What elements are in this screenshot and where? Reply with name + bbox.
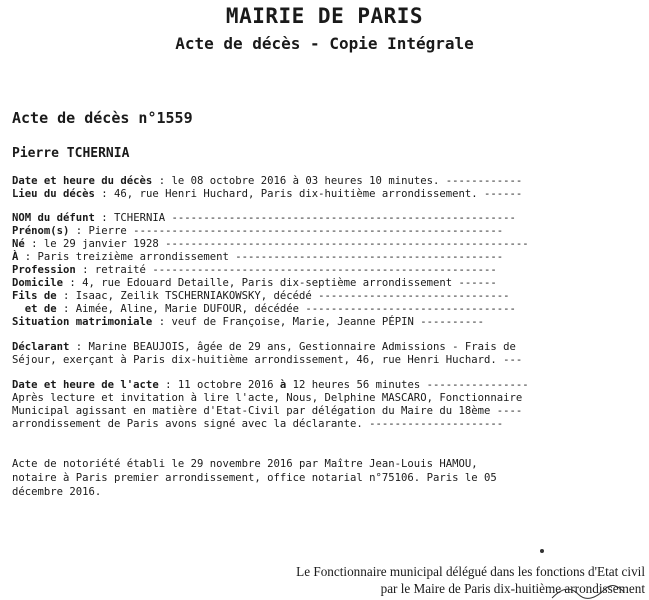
field-value: : Pierre ---------------------------------------------------------- — [69, 225, 504, 237]
handwritten-signature-icon — [548, 584, 628, 600]
field-label: Date et heure du décès — [12, 175, 153, 187]
acte-notoriete: Acte de notoriété établi le 29 novembre 2016 par Maître Jean-Louis HAMOU, notaire à Paris premier arrondissement, office notarial n°75106. Paris le 05 décembre 2016. — [12, 458, 497, 498]
field-value: : 46, rue Henri Huchard, Paris dix-huitième arrondissement. ------ — [94, 188, 523, 200]
signature-line-1: Le Fonctionnaire municipal délégué dans les fonctions d'Etat civil — [296, 564, 645, 579]
field-value: : Paris treizième arrondissement ------------------------------------------ — [18, 251, 504, 263]
field-value: : TCHERNIA ------------------------------------------------------ — [94, 212, 516, 224]
field-profession — [12, 264, 497, 276]
ink-dot — [540, 549, 544, 553]
declarant-value: : Marine BEAUJOIS, âgée de 29 ans, Gestionnaire Admissions - Frais de — [69, 341, 516, 353]
acte-time-a: à — [279, 379, 287, 391]
acte-time-line-3: Municipal agissant en matière d'Etat-Civil par délégation du Maire du 18ème ---- — [12, 405, 523, 417]
field-value: : Aimée, Aline, Marie DUFOUR, décédée --------------------------------- — [56, 303, 516, 315]
acte-number: Acte de décès n°1559 — [12, 109, 193, 127]
field-label: et de — [12, 303, 57, 315]
acte-time-label: Date et heure de l'acte — [12, 379, 159, 391]
field-label: À — [12, 251, 19, 263]
acte-time-line-2: Après lecture et invitation à lire l'acte, Nous, Delphine MASCARO, Fonctionnaire — [12, 392, 523, 404]
deceased-name: Pierre TCHERNIA — [12, 146, 130, 161]
field-label: NOM du défunt — [12, 212, 95, 224]
field-value: : retraité ------------------------------------------------------ — [75, 264, 497, 276]
declarant-label: Déclarant — [12, 341, 70, 353]
field-label: Né — [12, 238, 25, 250]
field-label: Fils de — [12, 290, 57, 302]
mairie-title: MAIRIE DE PARIS — [225, 4, 424, 28]
acte-time-value-a: : 11 octobre 2016 — [158, 379, 280, 391]
field-label: Profession — [12, 264, 76, 276]
field-ne — [12, 238, 529, 250]
field-value: : le 29 janvier 1928 --------------------------------------------------------- — [24, 238, 529, 250]
field-lieu-deces — [12, 188, 522, 200]
field-value: : veuf de Françoise, Marie, Jeanne PÉPIN ---------- — [152, 316, 484, 328]
field-label: Domicile — [12, 277, 64, 289]
acte-time-value-b: 12 heures 56 minutes ---------------- — [286, 379, 529, 391]
declarant-line-2: Séjour, exerçant à Paris dix-huitième arrondissement, 46, rue Henri Huchard. --- — [12, 354, 523, 366]
signature-line-2: par le Maire de Paris dix-huitième arrondissement — [380, 581, 645, 596]
field-lieu-naissance — [12, 251, 503, 263]
field-value: : 4, rue Edouard Detaille, Paris dix-septième arrondissement ------ — [63, 277, 497, 289]
document-subtitle: Acte de décès - Copie Intégrale — [175, 34, 474, 53]
acte-time-line-4: arrondissement de Paris avons signé avec la déclarante. --------------------- — [12, 418, 504, 430]
field-value: : le 08 octobre 2016 à 03 heures 10 minutes. ------------ — [152, 175, 523, 187]
field-pere — [12, 290, 510, 302]
field-prenom — [12, 225, 503, 237]
field-domicile — [12, 277, 497, 289]
field-label: Prénom(s) — [12, 225, 70, 237]
field-situation — [12, 316, 484, 328]
field-mere — [12, 303, 516, 315]
field-label: Lieu du décès — [12, 188, 95, 200]
declarant-line-1 — [12, 341, 516, 353]
field-value: : Isaac, Zeilik TSCHERNIAKOWSKY, décédé ------------------------------ — [56, 290, 510, 302]
acte-time-line-1 — [12, 379, 529, 391]
field-nom — [12, 212, 516, 224]
field-date-deces — [12, 175, 522, 187]
field-label: Situation matrimoniale — [12, 316, 153, 328]
